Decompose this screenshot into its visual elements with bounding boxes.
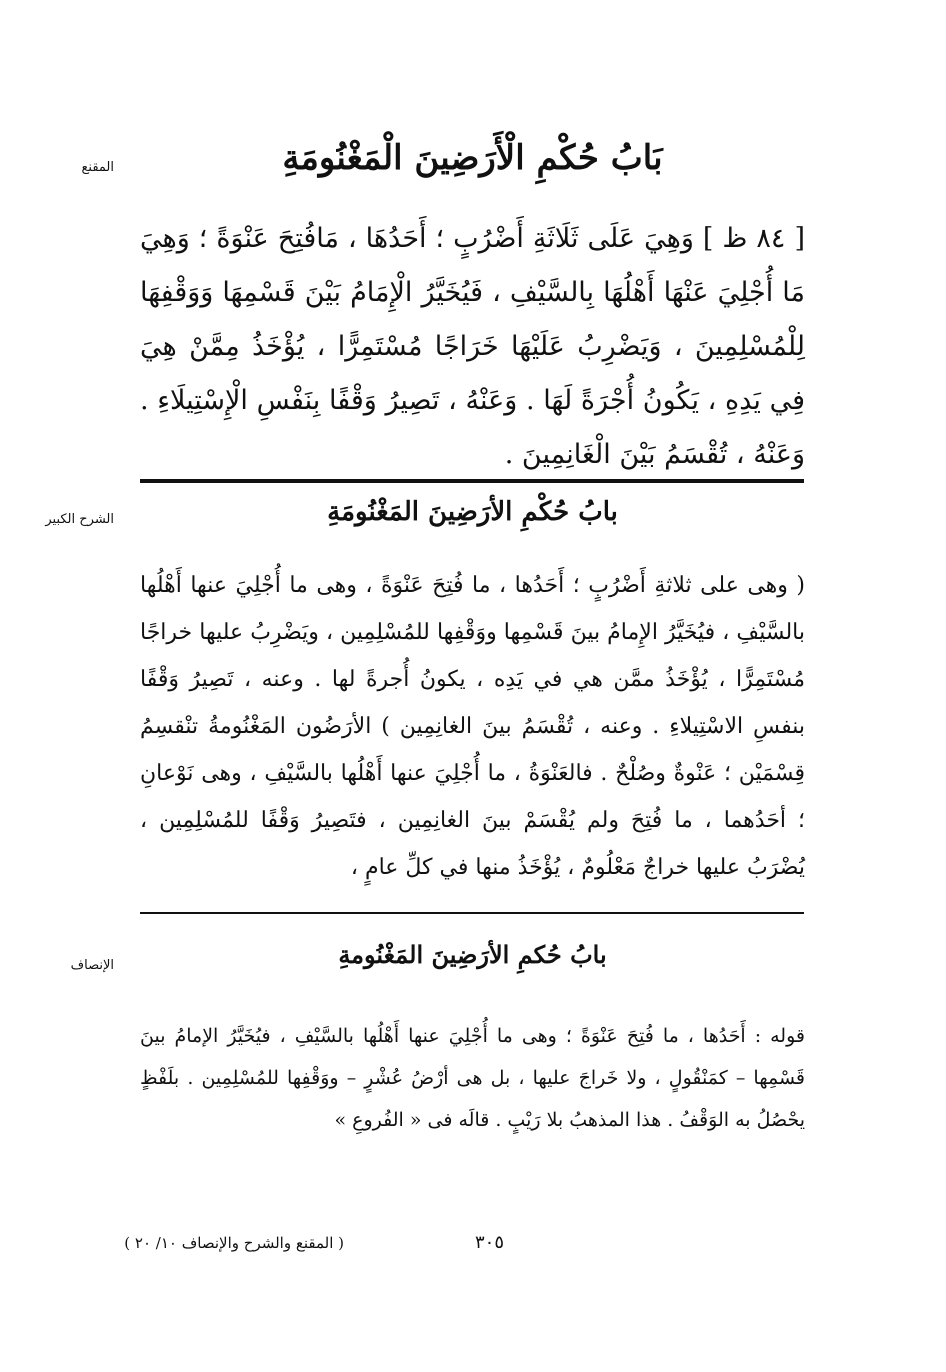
section-body <box>140 1015 805 1141</box>
page-number: ٣٠٥ <box>474 1232 504 1253</box>
section-heading: بابُ حُكمِ الأرَضِينَ المَغْنُومةِ <box>338 940 607 969</box>
section-body <box>140 562 805 891</box>
paragraph: [ ٨٤ ظ ] وَهِيَ عَلَى ثَلَاثَةِ أَضْرُبٍ ؛ أَحَدُهَا ، مَافُتِحَ عَنْوَةً ؛ وَهِيَ مَا أُجْلِيَ عَنْهَا أَهْلُهَا بِالسَّيْفِ ، فَيُخَيَّرُ الْإِمَامُ بَيْنَ قَسْمِهَا وَوَقْفِهَا لِلْمُسْلِمِينَ ، وَيَضْرِبُ عَلَيْهَا خَرَاجًا مُسْتَمِرًّا ، يُؤْخَذُ مِمَّنْ هِيَ فِي يَدِهِ ، يَكُونُ أُجْرَةً لَهَا . وَعَنْهُ ، تَصِيرُ وَقْفًا بِنَفْسِ الْإِسْتِيلَاءِ . وَعَنْهُ ، تُقْسَمُ بَيْنَ الْغَانِمِينَ . <box>140 223 805 470</box>
section-divider <box>140 912 804 914</box>
section-body <box>140 212 805 482</box>
section-label: الإنصاف <box>70 958 114 973</box>
section-divider <box>140 479 804 483</box>
section-label: المقنع <box>81 160 114 175</box>
section-heading: بَابُ حُكْمِ الْأَرَضِينَ الْمَغْنُومَةِ <box>282 138 663 178</box>
volume-reference: ( المقنع والشرح والإنصاف ١٠/ ٢٠ ) <box>124 1234 344 1252</box>
paragraph: قوله : أَحَدُها ، ما فُتِحَ عَنْوَةً ؛ وهى ما أُجْلِيَ عنها أَهْلُها بالسَّيْفِ ، فيُخَيَّرُ الإمامُ بينَ قَسْمِها – كمَنْقُولٍ ، ولا خَراجَ عليها ، بل هى أرْضُ عُشْرٍ – ووَقْفِها للمُسْلِمِين . بلَفْظٍ يحْصُلُ به الوَقْفُ . هذا المذهبُ بلا رَيْبٍ . قالَه فى « الفُروعِ » <box>140 1025 805 1131</box>
section-label: الشرح الكبير <box>45 512 114 527</box>
paragraph: ( وهى على ثلاثةِ أَضْرُبٍ ؛ أَحَدُها ، ما فُتِحَ عَنْوَةً ، وهى ما أُجْلِيَ عنها أَهْلُها بالسَّيْفِ ، فيُخَيَّرُ الإِمامُ بينَ قَسْمِها ووَقْفِها للمُسْلِمِين ، ويَضْرِبُ عليها خراجًا مُسْتَمِرًّا ، يُؤْخَذُ ممَّن هي في يَدِه ، يكونُ أُجرةً لها . وعنه ، تَصِيرُ وَقْفًا بنفسِ الاسْتِيلاءِ . وعنه ، تُقْسَمُ بينَ الغانِمِين ) الأرَضُون المَغْنُومةُ تنْقسِمُ قِسْمَيْن ؛ عَنْوةٌ وصُلْحٌ . فالعَنْوَةُ ، ما أُجْلِيَ عنها أَهْلُها بالسَّيْفِ ، وهى نَوْعانِ ؛ أحَدُهما ، ما فُتِحَ ولم يُقْسَمْ بينَ الغانِمِين ، فتَصِيرُ وَقْفًا للمُسْلِمِين ، يُضْرَبُ عليها خراجٌ مَعْلُومٌ ، يُؤْخَذُ منها في كلِّ عامٍ ، <box>140 573 805 880</box>
section-heading: بابُ حُكْمِ الأرَضِينَ المَغْنُومَةِ <box>327 497 618 527</box>
